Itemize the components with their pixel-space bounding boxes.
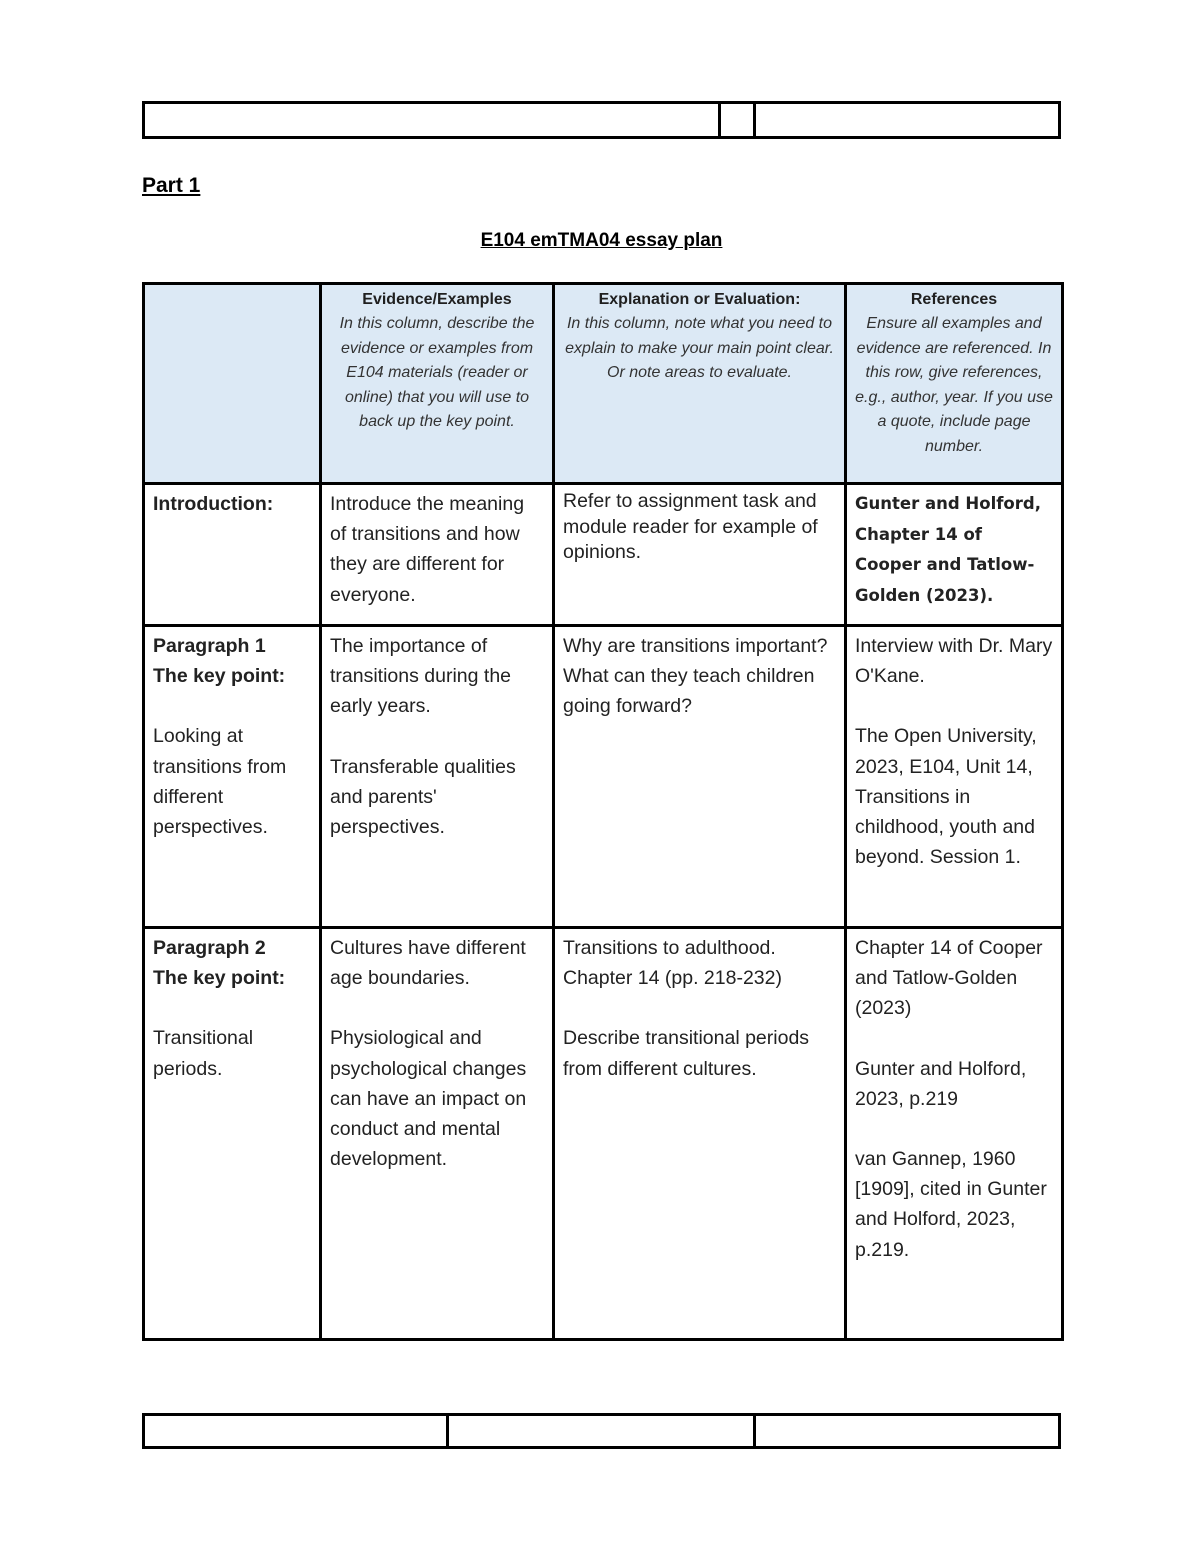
header-name-cell xyxy=(145,104,721,136)
evidence-cell: Cultures have different age boundaries. Physiological and psychological changes can have an impact on conduct and mental development. xyxy=(321,928,554,1340)
evidence-description: In this column, describe the evidence or examples from E104 materials (reader or online) that you will use to back up the key point. xyxy=(339,315,535,430)
references-heading: References xyxy=(910,291,998,308)
explanation-cell: Why are transitions important? What can they teach children going forward? xyxy=(554,626,846,928)
footer-box xyxy=(142,1413,1061,1449)
explanation-cell: Transitions to adulthood. Chapter 14 (pp. 218-232) Describe transitional periods from different cultures. xyxy=(554,928,846,1340)
table-row-paragraph-1 xyxy=(144,626,1063,928)
key-point-label: The key point: xyxy=(153,967,286,990)
footer-cell-middle xyxy=(449,1416,756,1446)
header-small-cell xyxy=(721,104,756,136)
evidence-heading: Evidence/Examples xyxy=(362,291,512,308)
references-description: Ensure all examples and evidence are referenced. In this row, give references, e.g., author, year. If you use a quote, include page number. xyxy=(855,315,1053,455)
section-cell xyxy=(144,484,321,626)
explanation-heading: Explanation or Evaluation: xyxy=(598,291,801,308)
table-row-paragraph-2 xyxy=(144,928,1063,1340)
header-blank-cell xyxy=(144,284,321,484)
references-cell: Interview with Dr. Mary O'Kane. The Open University, 2023, E104, Unit 14, Transitions in childhood, youth and beyond. Session 1. xyxy=(846,626,1063,928)
key-point-label: The key point: xyxy=(153,665,286,688)
references-cell: Gunter and Holford, Chapter 14 of Cooper and Tatlow-Golden (2023). xyxy=(846,484,1063,626)
evidence-cell: The importance of transitions during the early years. Transferable qualities and parents' perspectives. xyxy=(321,626,554,928)
section-title: Paragraph 2 xyxy=(153,937,266,959)
section-title: Paragraph 1 xyxy=(153,635,266,657)
header-explanation-cell xyxy=(554,284,846,484)
section-cell xyxy=(144,626,321,928)
table-header-row xyxy=(144,284,1063,484)
section-title: Introduction: xyxy=(153,493,274,515)
key-point-text: Transitional periods. xyxy=(153,1027,254,1080)
evidence-cell: Introduce the meaning of transitions and how they are different for everyone. xyxy=(321,484,554,626)
footer-cell-left xyxy=(145,1416,449,1446)
essay-plan-table xyxy=(142,282,1064,1341)
header-id-cell xyxy=(756,104,1058,136)
explanation-cell: Refer to assignment task and module reader for example of opinions. xyxy=(554,484,846,626)
section-cell xyxy=(144,928,321,1340)
explanation-description: In this column, note what you need to explain to make your main point clear. Or note areas to evaluate. xyxy=(565,315,834,381)
header-name-box xyxy=(142,101,1061,139)
document-title: E104 emTMA04 essay plan xyxy=(480,230,723,251)
table-row-introduction xyxy=(144,484,1063,626)
header-references-cell xyxy=(846,284,1063,484)
header-evidence-cell xyxy=(321,284,554,484)
part-title: Part 1 xyxy=(142,174,201,197)
key-point-text: Looking at transitions from different perspectives. xyxy=(153,725,287,839)
references-cell: Chapter 14 of Cooper and Tatlow-Golden (2023) Gunter and Holford, 2023, p.219 van Gannep, 1960 [1909], cited in Gunter and Holford, 2023, p.219. xyxy=(846,928,1063,1340)
footer-cell-right xyxy=(756,1416,1058,1446)
